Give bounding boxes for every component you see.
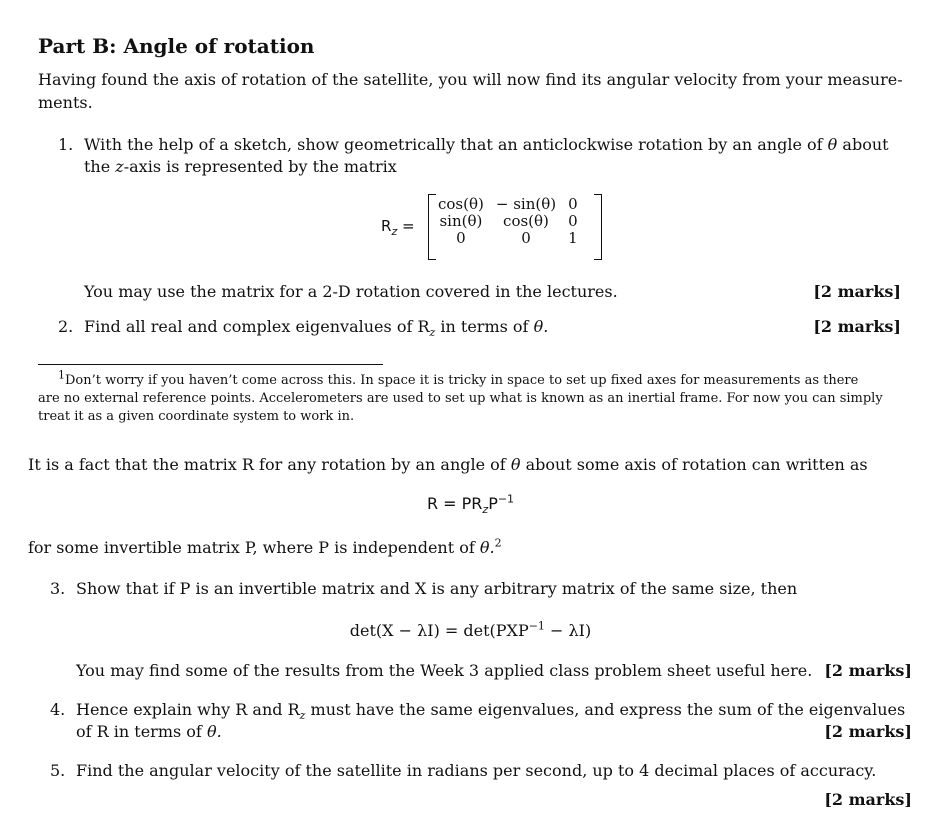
rotation-equation: $R = PR_zP^{-1}$ (426, 492, 515, 517)
matrix-cell: 0 (568, 212, 578, 230)
q3-note: You may find some of the results from the Week 3 applied class problem sheet useful here. (76, 661, 813, 680)
q4-text-line1: Hence explain why R and $R_z$ must have the same eigenvalues, and express the sum of the eigenvalues (76, 700, 906, 723)
footnote-rule (38, 364, 383, 365)
q2-marks: [2 marks] (813, 317, 901, 336)
q3-text: Show that if P is an invertible matrix and X is any arbitrary matrix of the same size, then (76, 579, 798, 598)
q2-text: Find all real and complex eigenvalues of $R_z$ in terms of θ. (84, 317, 549, 340)
q5-text: Find the angular velocity of the satellite in radians per second, up to 4 decimal places of accuracy. (76, 761, 877, 780)
matrix-cell: − sin(θ) (495, 195, 557, 213)
part-b-intro-cont: ments. (38, 93, 93, 112)
footnote-line3: treat it as a given coordinate system to work in. (38, 409, 355, 424)
determinant-equation: $\det(X - \lambda I) = \det(PXP^{-1} - \lambda I)$ (349, 619, 592, 640)
matrix-right-bracket (594, 194, 602, 260)
matrix-cell: 0 (521, 229, 531, 247)
part-b-title: Part B: Angle of rotation (38, 34, 315, 58)
matrix-cell: cos(θ) (438, 195, 484, 213)
q4-text-line2: of R in terms of θ. (76, 722, 222, 741)
q5-marks: [2 marks] (824, 790, 912, 809)
matrix-cell: 0 (456, 229, 466, 247)
matrix-label: $R_z$ = (381, 217, 415, 238)
q3-number: 3. (50, 579, 66, 598)
footnote-line2: are no external reference points. Accelerometers are used to set up what is known as an inertial frame. For now you can simply (38, 391, 883, 406)
invertible-text: for some invertible matrix P, where P is independent of θ.$^2$ (28, 536, 502, 557)
rotation-matrix (432, 196, 584, 247)
footnote-line1: $^1$Don’t worry if you haven’t come across this. In space it is tricky in space to set up fixed axes for measurements as there (58, 368, 859, 388)
q1-text-line2: the z-axis is represented by the matrix (84, 157, 397, 176)
matrix-cell: cos(θ) (503, 212, 549, 230)
q5-number: 5. (50, 761, 66, 780)
fact-text: It is a fact that the matrix R for any rotation by an angle of θ about some axis of rotation can written as (28, 455, 868, 474)
q1-text-line1: With the help of a sketch, show geometrically that an anticlockwise rotation by an angle of θ about (84, 135, 889, 154)
q1-note: You may use the matrix for a 2-D rotation covered in the lectures. (84, 282, 618, 301)
matrix-cell: sin(θ) (439, 212, 483, 230)
matrix-cell: 1 (568, 229, 578, 247)
matrix-cell: 0 (568, 195, 578, 213)
q1-number: 1. (58, 135, 74, 154)
q1-marks: [2 marks] (813, 282, 901, 301)
q3-marks: [2 marks] (824, 661, 912, 680)
q2-number: 2. (58, 317, 74, 336)
part-b-intro: Having found the axis of rotation of the satellite, you will now find its angular velocity from your measure- (38, 70, 903, 89)
q4-marks: [2 marks] (824, 722, 912, 741)
q4-number: 4. (50, 700, 66, 719)
